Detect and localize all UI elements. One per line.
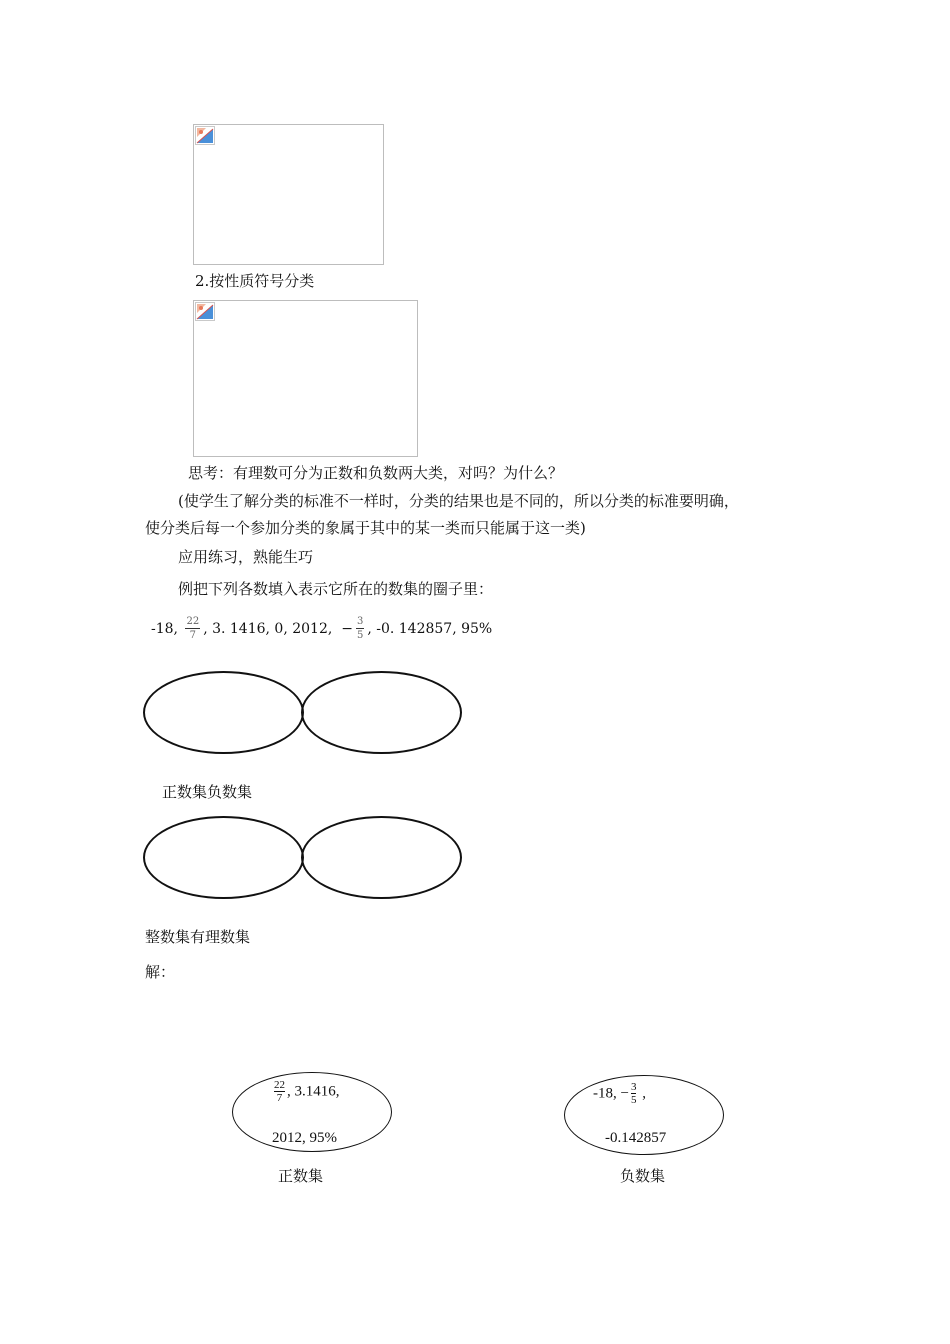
broken-image-icon bbox=[195, 126, 215, 145]
negative-set-line-1: -18, − $\frac{3}{5}$ , bbox=[593, 1081, 646, 1106]
negative-set-line-2: -0.142857 bbox=[605, 1130, 667, 1146]
fraction-22-7-answer: $\frac{22}{7}$ bbox=[274, 1079, 285, 1104]
image-placeholder-1 bbox=[193, 124, 384, 265]
image-placeholder-2 bbox=[193, 300, 418, 457]
broken-image-icon bbox=[195, 302, 215, 321]
minus-sign: − bbox=[341, 621, 353, 637]
positive-set-caption: 正数集 bbox=[278, 1167, 324, 1185]
empty-oval-integer bbox=[143, 816, 304, 899]
fraction-3-5-answer: $\frac{3}{5}$ bbox=[630, 1081, 637, 1106]
teaching-note-line-2: 使分类后每一个参加分类的象属于其中的某一类而只能属于这一类) bbox=[145, 519, 586, 537]
empty-oval-positive bbox=[143, 671, 304, 754]
empty-oval-negative bbox=[301, 671, 462, 754]
sets-label-row-1: 正数集负数集 bbox=[162, 783, 253, 801]
fraction-22-7: $\frac{22}{7}$ bbox=[186, 616, 200, 641]
sets-label-row-2: 整数集有理数集 bbox=[145, 928, 251, 946]
fraction-3-5: $\frac{3}{5}$ bbox=[356, 616, 364, 641]
number-neg-18: -18, bbox=[151, 621, 178, 637]
numbers-middle: , 3. 1416, 0, 2012, bbox=[203, 621, 333, 637]
teaching-note-line-1: (使学生了解分类的标准不一样时，分类的结果也是不同的，所以分类的标准要明确， bbox=[178, 492, 739, 510]
solution-label: 解： bbox=[145, 963, 176, 981]
empty-oval-rational bbox=[301, 816, 462, 899]
number-list bbox=[151, 617, 492, 641]
practice-heading: 应用练习，熟能生巧 bbox=[178, 548, 314, 566]
think-question: 思考：有理数可分为正数和负数两大类，对吗？为什么？ bbox=[188, 464, 564, 482]
positive-set-line-1: $\frac{22}{7}$ , 3.1416, bbox=[274, 1079, 340, 1104]
negative-set-caption: 负数集 bbox=[620, 1167, 666, 1185]
classify-by-sign-heading: 2.按性质符号分类 bbox=[195, 272, 315, 290]
positive-set-line-2: 2012, 95% bbox=[272, 1130, 337, 1146]
numbers-end: , -0. 142857, 95% bbox=[367, 621, 493, 637]
example-prompt: 例把下列各数填入表示它所在的数集的圈子里： bbox=[178, 580, 494, 598]
